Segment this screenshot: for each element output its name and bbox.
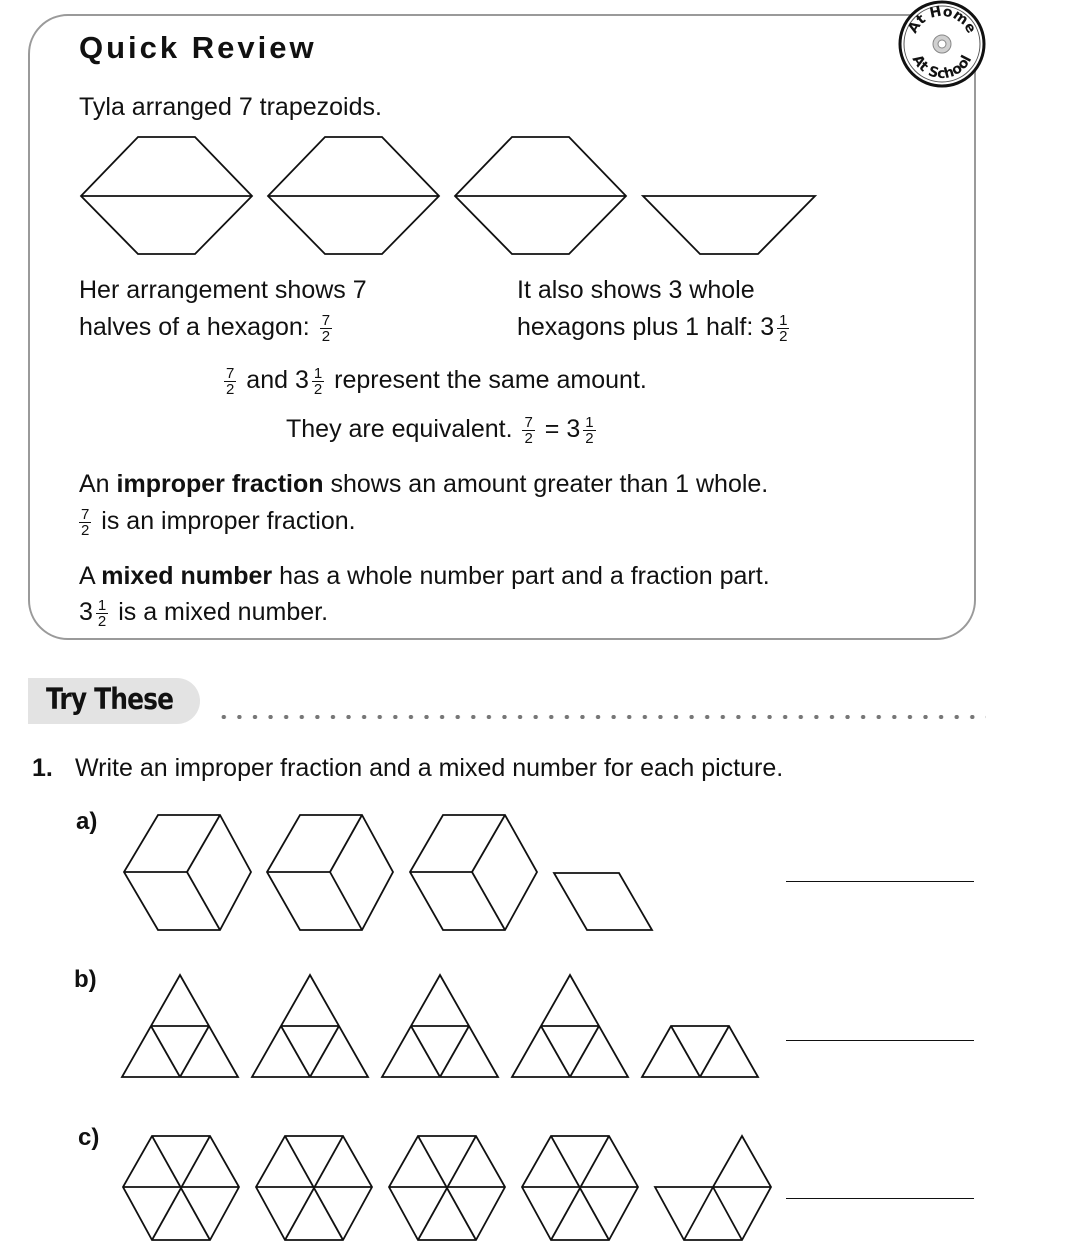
- quick-review-title: Quick Review: [79, 30, 317, 65]
- question-text: Write an improper fraction and a mixed number for each picture.: [75, 754, 784, 782]
- mixed-example-text: is a mixed number.: [118, 598, 329, 626]
- fraction-one-half: $\frac{1}{2}$: [585, 413, 594, 447]
- triangle-hexagon-2: [256, 1136, 372, 1240]
- mixed-whole-part: 3: [79, 598, 93, 626]
- mixed-whole-part: 3: [760, 313, 775, 341]
- left-explanation-text: halves of a hexagon:: [79, 313, 310, 341]
- question-number: 1.: [32, 754, 53, 782]
- fraction-seven-halves: $\frac{7}{2}$: [81, 505, 90, 539]
- try-these-title: Try These: [46, 682, 174, 716]
- intro-text: Tyla arranged 7 trapezoids.: [79, 93, 382, 121]
- and-word: and: [246, 366, 289, 394]
- same-amount-text: represent the same amount.: [334, 366, 647, 394]
- right-explanation-line1: It also shows 3 whole: [517, 276, 755, 304]
- mixed-prefix: A: [79, 562, 95, 590]
- fraction-seven-halves: $\frac{7}{2}$: [524, 413, 533, 447]
- part-label-a: a): [76, 808, 98, 835]
- mixed-definition-text: has a whole number part and a fraction part.: [279, 562, 770, 590]
- improper-example-text: is an improper fraction.: [101, 507, 356, 535]
- part-label-b: b): [74, 966, 97, 993]
- equivalent-text: They are equivalent.: [286, 415, 513, 443]
- triangle-hexagon-1: [123, 1136, 239, 1240]
- mixed-whole-part: 3: [294, 366, 309, 394]
- mixed-whole-part: 3: [566, 415, 581, 443]
- badge-bottom-text: At School: [908, 52, 976, 83]
- improper-fraction-term: improper fraction: [116, 470, 324, 498]
- fraction-one-half: $\frac{1}{2}$: [97, 596, 107, 630]
- triangle-hexagon-4: [522, 1136, 638, 1240]
- fraction-one-half: $\frac{1}{2}$: [313, 364, 323, 398]
- part-label-c: c): [78, 1124, 100, 1151]
- right-explanation-text: hexagons plus 1 half:: [517, 313, 754, 341]
- fraction-seven-halves: $\frac{7}{2}$: [321, 311, 331, 345]
- equals-sign: =: [544, 415, 560, 443]
- improper-prefix: An: [79, 470, 110, 498]
- badge-top-text: At Home: [905, 3, 979, 37]
- mixed-number-term: mixed number: [101, 562, 273, 590]
- triangle-hexagon-3: [389, 1136, 505, 1240]
- fraction-seven-halves: $\frac{7}{2}$: [226, 364, 235, 398]
- improper-definition-text: shows an amount greater than 1 whole.: [330, 470, 769, 498]
- left-explanation-line1: Her arrangement shows 7: [79, 276, 367, 304]
- triangle-partial-shape: [655, 1136, 771, 1240]
- answer-line-c[interactable]: [786, 1198, 974, 1199]
- fraction-one-half: $\frac{1}{2}$: [779, 311, 788, 345]
